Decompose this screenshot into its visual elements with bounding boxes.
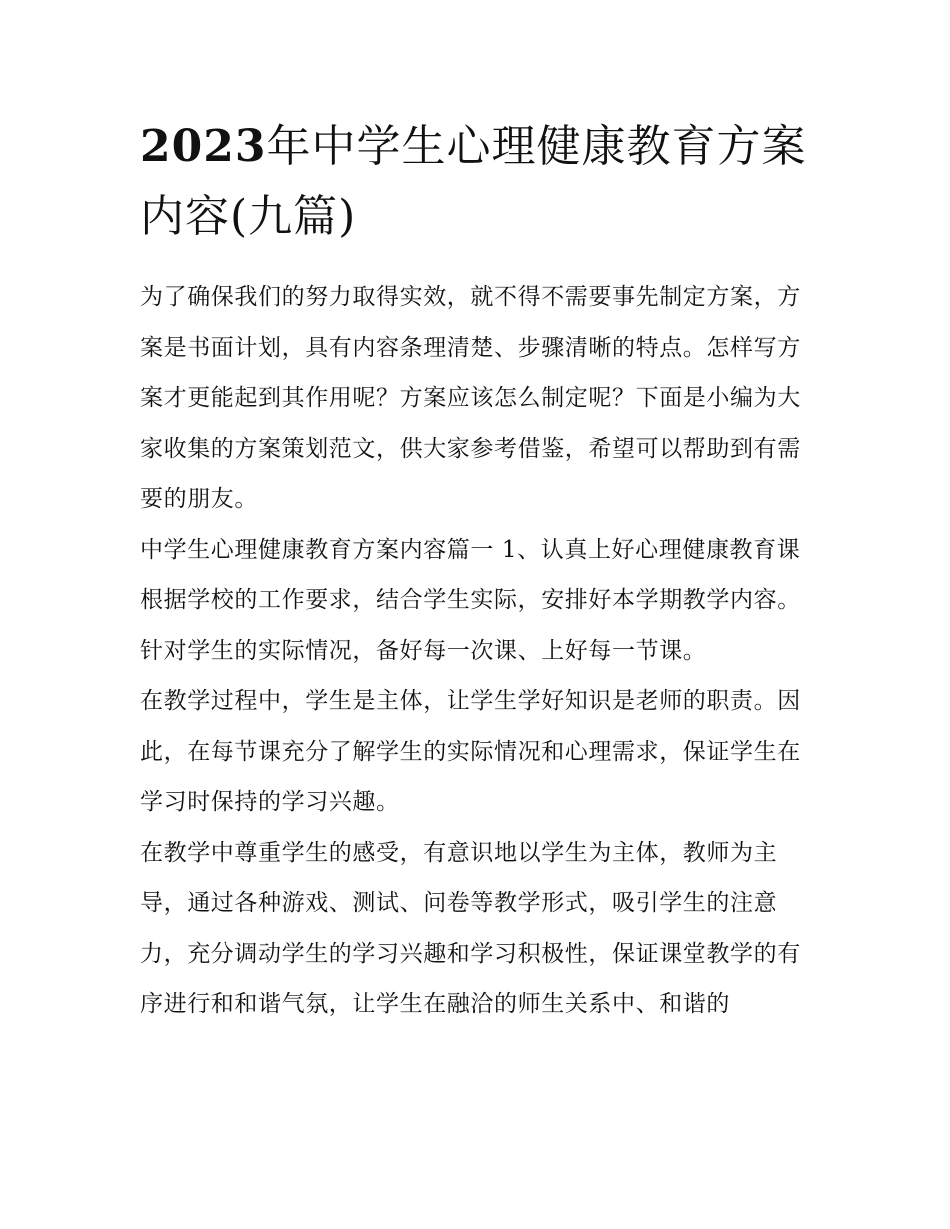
document-body <box>140 112 820 1030</box>
document-title <box>140 112 820 252</box>
paragraph-teaching-methods: 在教学中尊重学生的感受，有意识地以学生为主体，教师为主导，通过各种游戏、测试、问卷等教学形式，吸引学生的注意力，充分调动学生的学习兴趣和学习积极性，保证课堂教学的有序进行和和谐气氛，让学生在融洽的师生关系中、和谐的 <box>140 839 801 1017</box>
paragraph-section-one: 中学生心理健康教育方案内容篇一 1、认真上好心理健康教育课 根据学校的工作要求，结合学生实际，安排好本学期教学内容。 <box>140 536 801 613</box>
title-text: 年中学生心理健康教育方案内容(九篇) <box>140 121 807 242</box>
title-year: 2023 <box>140 121 267 172</box>
paragraph-preparation: 针对学生的实际情况，备好每一次课、上好每一节课。 <box>140 637 707 664</box>
paragraph-teaching-process: 在教学过程中，学生是主体，让学生学好知识是老师的职责。因此，在每节课充分了解学生的实际情况和心理需求，保证学生在学习时保持的学习兴趣。 <box>140 688 801 815</box>
paragraph-intro: 为了确保我们的努力取得实效，就不得不需要事先制定方案，方案是书面计划，具有内容条理清楚、步骤清晰的特点。怎样写方案才更能起到其作用呢？方案应该怎么制定呢？下面是小编为大家收集的方案策划范文，供大家参考借鉴，希望可以帮助到有需要的朋友。 <box>140 284 801 512</box>
